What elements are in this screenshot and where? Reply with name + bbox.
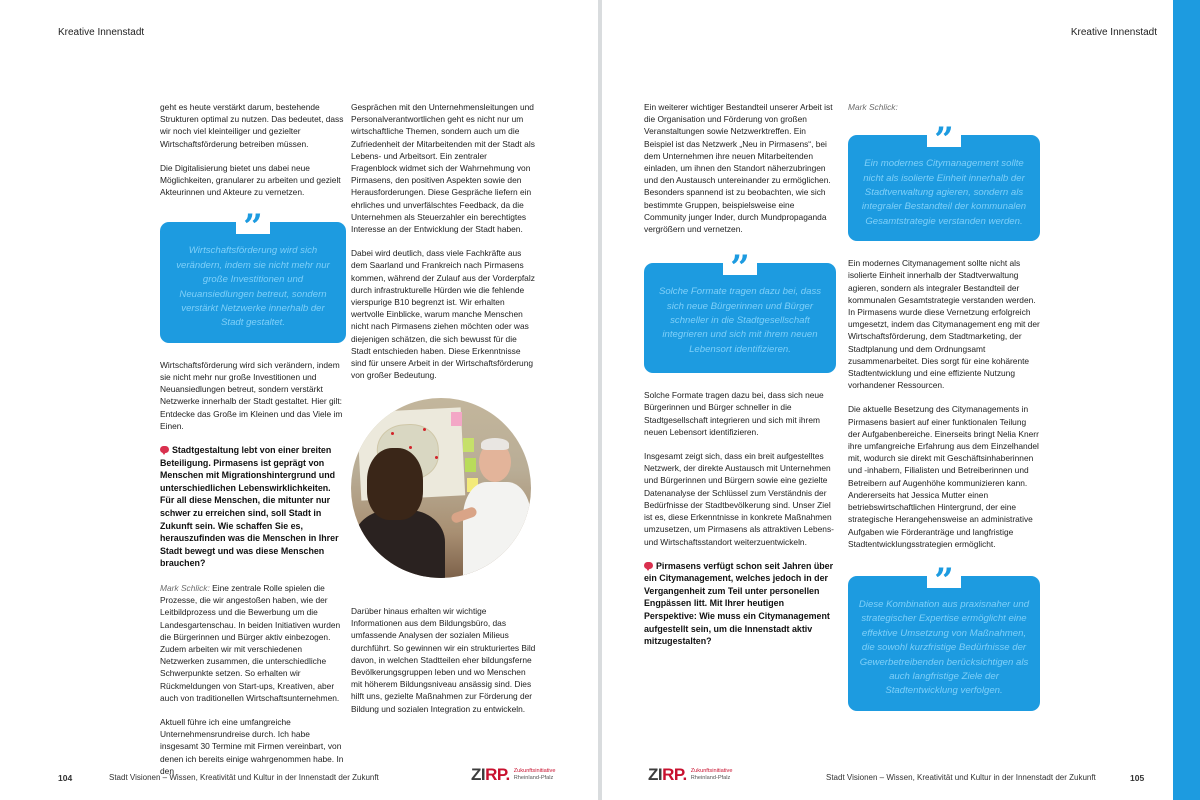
zirp-logo-left bbox=[471, 765, 555, 785]
pull-quote bbox=[848, 120, 1040, 241]
paragraph: Die aktuelle Besetzung des Citymanagements in Pirmasens basiert auf einer funktionalen Teilung der Aufgabenbereiche. Einerseits bringt Nelia Knerr ihre umfangreiche Erfahrung aus dem Einzelhandel mit, wodurch sie direkt mit Geschäftsinhaberinnen und -inhabern, Filialisten und Betreiberinnen und Betreibern auf Augenhöhe kommunizieren kann. Andererseits hat Jessica Mutter einen betriebswirtschaftlichen Hintergrund, der eine strategische Herangehensweise an administrative Aufgaben wie Förderanträge und langfristige Stadtentwicklungsstrategien ermöglicht. bbox=[848, 404, 1039, 549]
pull-quote bbox=[160, 207, 346, 342]
speaker-label: Mark Schlick: bbox=[848, 102, 898, 112]
pull-quote-text: Wirtschaftsförderung wird sich verändern, indem sie nicht mehr nur große Investitionen und Neuansiedlungen betreut, sondern verstärkt Netzwerke innerhalb der Stadt gestaltet. bbox=[176, 245, 330, 329]
column-2-lower bbox=[351, 605, 537, 727]
zirp-logo-right bbox=[648, 765, 732, 785]
logo-wordmark: ZIRP. bbox=[471, 765, 510, 784]
quotation-mark-icon: ” bbox=[236, 204, 270, 234]
pull-quote-text: Diese Kombination aus praxisnaher und strategischer Expertise ermöglicht eine effektive Umsetzung von Maßnahmen, die sowohl kurzfristige Bedürfnisse der Gewerbetreibenden berücksichtigen als auch langfristige Ziele der Stadtentwicklung verfolgen. bbox=[858, 598, 1030, 697]
answer-text: Eine zentrale Rolle spielen die Prozesse, die wir angestoßen haben, wie der Leitbildprozess und die Bewerbung um die Landesgartenschau. In beiden Initiativen wurden die Bürgerinnen und Bürger aktiv einbezogen. Zudem arbeiten wir mit verschiedenen Netzwerken zusammen, die unterschiedliche Schwerpunkte setzen. So erhalten wir Rückmeldungen von Start-ups, Kreativen, aber auch von traditionellen Wirtschaftsunternehmen. bbox=[160, 583, 341, 703]
speech-bubble-icon bbox=[160, 446, 169, 453]
map-pin bbox=[423, 428, 426, 431]
logo-subtitle: Zukunftsinitiative Rheinland-Pfalz bbox=[690, 768, 733, 781]
man-shirt bbox=[463, 482, 531, 578]
interview-photo bbox=[351, 398, 531, 578]
map-pin bbox=[409, 446, 412, 449]
logo-subtitle: Zukunftsinitiative Rheinland-Pfalz bbox=[513, 768, 556, 781]
page-number-left: 104 bbox=[58, 773, 73, 783]
interview-question bbox=[160, 444, 346, 570]
paragraph: Aktuell führe ich eine umfangreiche Unternehmensrundreise durch. Ich habe insgesamt 30 Termine mit Firmen vereinbart, von denen ich bereits einige wahrgenommen habe. In den bbox=[160, 717, 344, 776]
speaker-label: Mark Schlick: bbox=[160, 583, 210, 594]
column-4 bbox=[848, 101, 1040, 727]
interview-question-text: Pirmasens verfügt schon seit Jahren über ein Citymanagement, welches jedoch in der Vergangenheit zum Teil unter personellen Engpässen litt. Mit Ihrer heutigen Perspektive: Wie muss ein Citymanagement aufgestellt sein, um die Innenstadt aktiv mitzugestalten? bbox=[644, 560, 834, 647]
paragraph: Solche Formate tragen dazu bei, dass sich neue Bürgerinnen und Bürger schneller in die Stadtgesellschaft integrieren und sich mit ihrem neuen Lebensort identifizieren. bbox=[644, 390, 824, 437]
paragraph: geht es heute verstärkt darum, bestehende Strukturen optimal zu nutzen. Das bedeutet, dass wir noch viel kleinteiliger und gezielter Wirtschaftsförderung betreiben müssen. bbox=[160, 102, 344, 149]
page-right bbox=[602, 0, 1173, 800]
publication-title-right: Stadt Visionen – Wissen, Kreativität und Kultur in der Innenstadt der Zukunft bbox=[826, 773, 1096, 782]
person-hair bbox=[367, 448, 423, 520]
pull-quote bbox=[644, 248, 836, 373]
interview-question-text: Stadtgestaltung lebt von einer breiten Beteiligung. Pirmasens ist geprägt von Menschen mit Migrationshintergrund und unterschiedlichen Lebenswirklichkeiten. Für all diese Menschen, die mitunter nur schwer zu erreichen sind, soll Stadt in Zukunft sein. Wie schaffen Sie es, herauszufinden was die Menschen in Ihrer Stadt bewegt und was diese Menschen brauchen? bbox=[160, 445, 339, 569]
paragraph: Dabei wird deutlich, dass viele Fachkräfte aus dem Saarland und Frankreich nach Pirmasens kommen, während der Zulauf aus der Vorderpfalz durch infrastrukturelle Hürden wie die fehlende vierspurige B10 begrenzt ist. Wir erhalten wertvolle Einblicke, warum manche Menschen nicht nach Pirmasens ziehen möchten oder was diejenigen schätzen, die sich bewusst für die Stadt entschieden haben. Diese Erkenntnisse sind für unsere Arbeit in der Wirtschaftsförderung von großer Bedeutung. bbox=[351, 248, 535, 381]
paragraph: Insgesamt zeigt sich, dass ein breit aufgestelltes Netzwerk, der direkte Austausch mit Unternehmen und Bürgerinnen und Bürgern sowie eine gezielte Datenanalyse der Schlüssel zum Verständnis der Bedürfnisse der Stadtbevölkerung sind. Unser Ziel ist es, diese Erkenntnisse in konkrete Maßnahmen umzusetzen, um Pirmasens als attraktiven Lebens- und Wirtschaftsstandort weiterzuentwickeln. bbox=[644, 451, 834, 547]
column-3 bbox=[644, 101, 836, 660]
column-2 bbox=[351, 101, 535, 393]
page-left bbox=[0, 0, 598, 800]
column-1 bbox=[160, 101, 346, 789]
quotation-mark-icon: ” bbox=[927, 558, 961, 588]
sticky-note bbox=[463, 438, 474, 452]
sticky-note bbox=[451, 412, 462, 426]
logo-wordmark: ZIRP. bbox=[648, 765, 687, 784]
quotation-mark-icon: ” bbox=[723, 245, 757, 275]
paragraph: Ein modernes Citymanagement sollte nicht als isolierte Einheit innerhalb der Stadtverwaltung agieren, sondern als integraler Bestandteil der kommunalen Gesamtstrategie verstanden werden. In Pirmasens wurde diese Vernetzung erfolgreich umgesetzt, indem das Citymanagement eng mit der Wirtschaftsförderung, dem Stadtmarketing, der Stadtplanung und dem Ordnungsamt zusammenarbeitet. Dies sorgt für eine kohärente Stadtentwicklung und eine effiziente Nutzung vorhandener Ressourcen. bbox=[848, 258, 1040, 391]
map-pin bbox=[435, 456, 438, 459]
pull-quote-text: Solche Formate tragen dazu bei, dass sich neue Bürgerinnen und Bürger schneller in die Stadtgesellschaft integrieren und sich mit ihrem neuen Lebensort identifizieren. bbox=[658, 286, 822, 355]
page-number-right: 105 bbox=[1130, 773, 1145, 783]
running-header-right: Kreative Innenstadt bbox=[1070, 27, 1157, 38]
paragraph: Wirtschaftsförderung wird sich verändern, indem sie nicht mehr nur große Investitionen und Neuansiedlungen betreut, sondern verstärkt Netzwerke innerhalb der Stadt gestaltet. Hier gilt: Entdecke das Große im Kleinen und das Viele im Einen. bbox=[160, 359, 343, 431]
interview-question bbox=[644, 560, 836, 648]
pull-quote bbox=[848, 560, 1040, 711]
publication-title-left: Stadt Visionen – Wissen, Kreativität und Kultur in der Innenstadt der Zukunft bbox=[109, 773, 379, 782]
running-header-left: Kreative Innenstadt bbox=[58, 27, 145, 38]
paragraph: Ein weiterer wichtiger Bestandteil unserer Arbeit ist die Organisation und Förderung von großen Veranstaltungen sowie Netzwerktreffen. Ein Beispiel ist das Netzwerk „Neu in Pirmasens“, bei dem Unternehmen ihre neuen Mitarbeitenden einladen, um ihnen den Standort näherzubringen und den Austausch untereinander zu ermöglichen. Besonders spannend ist zu beobachten, wie sich bestimmte Gruppen, beispielsweise eine Community junger Inder, durch Mundpropaganda vergrößern und vernetzen. bbox=[644, 102, 833, 235]
person-back bbox=[353, 510, 445, 578]
map-pin bbox=[391, 432, 394, 435]
paragraph bbox=[160, 582, 346, 704]
paragraph: Darüber hinaus erhalten wir wichtige Informationen aus dem Bildungsbüro, das umfassende Analysen der sozialen Milieus durchführt. So gewinnen wir ein strukturiertes Bild davon, in welchen Stadtteilen eher bildungsferne Bevölkerungsgruppen leben und wo Menschen mit höherem Bildungsniveau ansässig sind. Dies hilft uns, gezielte Maßnahmen zur Förderung der Bildung und sozialen Integration zu entwickeln. bbox=[351, 606, 536, 714]
sticky-note bbox=[465, 458, 476, 472]
paragraph: Gesprächen mit den Unternehmensleitungen und Personalverantwortlichen geht es nicht nur um wirtschaftliche Themen, sondern auch um die Zufriedenheit der Mitarbeitenden mit der Stadt als Lebens- und Arbeitsort. Ein zentraler Fragenblock widmet sich der Wahrnehmung von Pirmasens, den positiven Aspekten sowie den Herausforderungen. Diese Gespräche liefern ein ehrliches und unverfälschtes Feedback, da die Unternehmen als Steuerzahler ein berechtigtes Interesse an der Entwicklung der Stadt haben. bbox=[351, 102, 535, 235]
man-hair bbox=[481, 438, 509, 450]
pull-quote-text: Ein modernes Citymanagement sollte nicht als isolierte Einheit innerhalb der Stadtverwaltung agieren, sondern als integraler Bestandteil der kommunalen Gesamtstrategie verstanden werden. bbox=[861, 158, 1027, 227]
blue-page-edge bbox=[1173, 0, 1200, 800]
quotation-mark-icon: ” bbox=[927, 117, 961, 147]
speech-bubble-icon bbox=[644, 562, 653, 569]
paragraph: Die Digitalisierung bietet uns dabei neue Möglichkeiten, granularer zu arbeiten und gezielt Akteurinnen und Akteure zu vernetzen. bbox=[160, 162, 341, 198]
